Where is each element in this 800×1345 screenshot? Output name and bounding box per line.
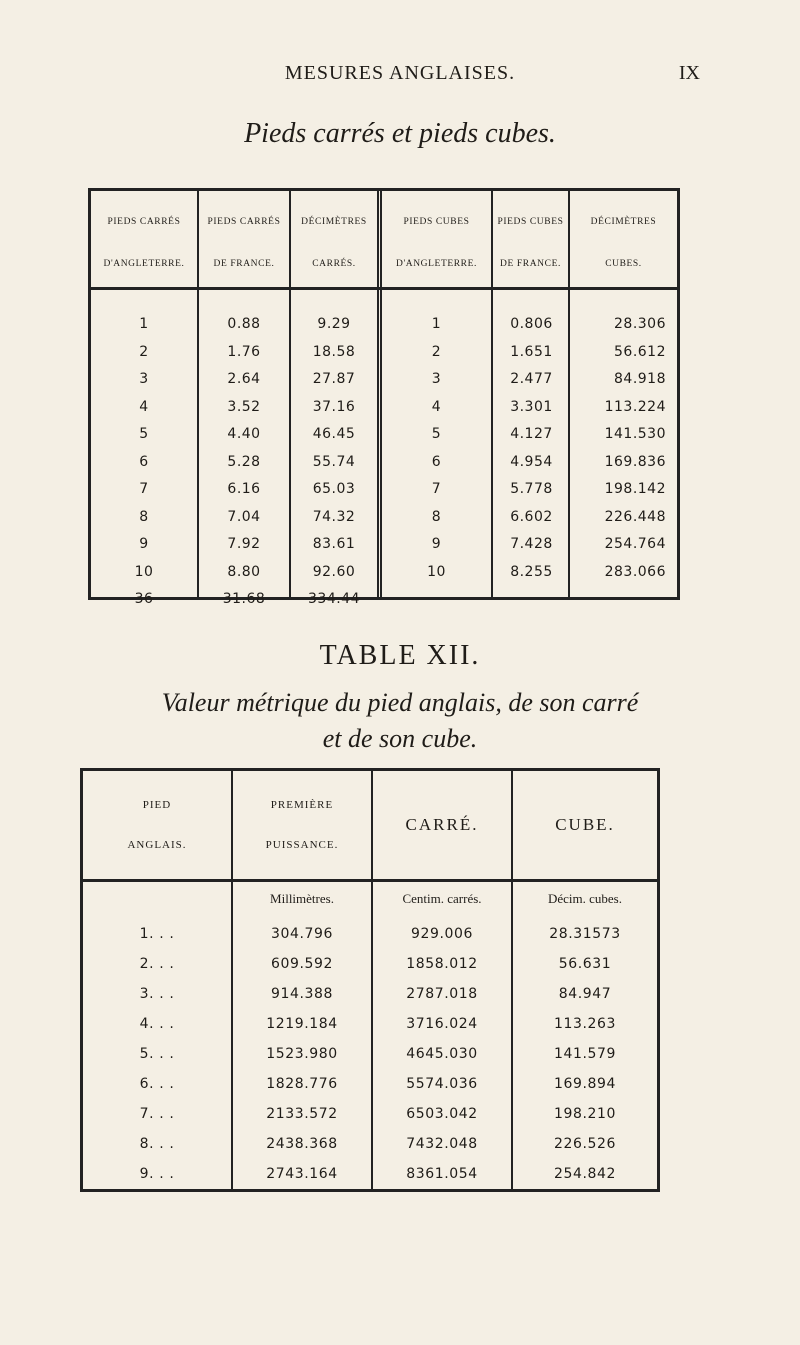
table-cell: 4.40 bbox=[227, 426, 261, 442]
subtitle-line: Valeur métrique du pied anglais, de son carré bbox=[161, 688, 639, 717]
table-cell: 5.778 bbox=[510, 481, 553, 497]
table-cell: 3.301 bbox=[510, 398, 553, 415]
table-cell: 56.612 bbox=[614, 343, 666, 360]
table-cell: 3716.024 bbox=[406, 1016, 478, 1032]
table-cell: 10 bbox=[427, 563, 446, 580]
table-cell: 2.64 bbox=[227, 371, 261, 387]
table-cell: 1828.776 bbox=[266, 1076, 338, 1092]
table-cell: 914.388 bbox=[270, 986, 334, 1002]
table-cell: 8. . . bbox=[139, 1136, 175, 1152]
table-cell: 7 bbox=[139, 481, 149, 497]
table-cell: 83.61 bbox=[312, 536, 356, 552]
table-metric-value-foot bbox=[80, 768, 660, 1192]
table-cell: 2 bbox=[139, 343, 149, 360]
table-cell: 8 bbox=[431, 508, 442, 525]
table-cell: 169.836 bbox=[604, 453, 666, 470]
column-sq-dm bbox=[291, 311, 377, 614]
table-header-cell: PREMIÈRE PUISSANCE. bbox=[265, 799, 339, 851]
table-cell: 28.306 bbox=[614, 316, 666, 332]
table-cell: 28.31573 bbox=[549, 926, 621, 942]
table-cell: 84.947 bbox=[558, 986, 612, 1002]
table-cell: 36 bbox=[134, 591, 154, 607]
table-cell: 9. . . bbox=[139, 1166, 175, 1182]
table-subtitle bbox=[0, 685, 800, 757]
table-cell: 9 bbox=[139, 536, 149, 552]
table-cell: 7.04 bbox=[227, 508, 261, 525]
column-cube bbox=[513, 919, 657, 1189]
table-cell: 2. . . bbox=[139, 956, 175, 972]
table-cell: 7.428 bbox=[510, 536, 553, 552]
table-cell: 226.448 bbox=[604, 508, 666, 525]
column-cu-ft-england bbox=[382, 311, 491, 586]
table-header-cell: PIEDS CARRÉS DE FRANCE. bbox=[207, 217, 281, 269]
table-header-cell: DÉCIMÈTRES CUBES. bbox=[590, 217, 657, 269]
table-cell: 113.263 bbox=[553, 1016, 617, 1032]
table-cell: 2 bbox=[431, 343, 442, 360]
table-cell: 113.224 bbox=[604, 398, 666, 415]
table-cell: 5 bbox=[431, 426, 442, 442]
table-cell: 92.60 bbox=[312, 563, 356, 580]
table-cell: 1.76 bbox=[227, 343, 261, 360]
table-cell: 304.796 bbox=[270, 926, 334, 942]
table-cell: 18.58 bbox=[312, 343, 356, 360]
table-cell: 1.651 bbox=[510, 343, 553, 360]
table-cell: 1 bbox=[139, 316, 149, 332]
table-cell: 7.92 bbox=[227, 536, 261, 552]
table-cell: 37.16 bbox=[312, 398, 356, 415]
header-divider bbox=[83, 879, 657, 882]
table-cell: 6.602 bbox=[510, 508, 553, 525]
table-cell: 31.68 bbox=[222, 591, 266, 607]
table-header-cell: PIEDS CUBES DE FRANCE. bbox=[497, 217, 564, 269]
table-cell: 4. . . bbox=[139, 1016, 175, 1032]
unit-label: Décim. cubes. bbox=[547, 891, 622, 906]
table-cell: 334.44 bbox=[308, 591, 360, 607]
table-cell: 7. . . bbox=[139, 1106, 175, 1122]
table-cell: 84.918 bbox=[614, 371, 666, 387]
table-cell: 6. . . bbox=[139, 1076, 175, 1092]
table-cell: 4 bbox=[139, 398, 149, 415]
table-cell: 27.87 bbox=[312, 371, 356, 387]
table-cell: 169.894 bbox=[553, 1076, 617, 1092]
table-cell: 10 bbox=[134, 563, 154, 580]
table-cell: 198.210 bbox=[553, 1106, 617, 1122]
table-title: TABLE XII. bbox=[319, 640, 481, 671]
table-cell: 4.127 bbox=[510, 426, 553, 442]
table-cell: 2743.164 bbox=[266, 1166, 338, 1182]
column-sq-ft-france bbox=[199, 311, 289, 614]
table-cell: 4645.030 bbox=[406, 1046, 478, 1062]
table-cell: 9 bbox=[431, 536, 442, 552]
table-header-cell: PIEDS CUBES D'ANGLETERRE. bbox=[395, 217, 478, 269]
table-cell: 198.142 bbox=[604, 481, 666, 497]
table-header-cell: PIEDS CARRÉS D'ANGLETERRE. bbox=[103, 217, 185, 269]
table-cell: 8.255 bbox=[510, 563, 553, 580]
table-cell: 1523.980 bbox=[266, 1046, 338, 1062]
table-cell: 2438.368 bbox=[266, 1136, 338, 1152]
table-cell: 6 bbox=[431, 453, 442, 470]
table-cell: 226.526 bbox=[553, 1136, 617, 1152]
subtitle-line: et de son cube. bbox=[322, 724, 478, 753]
table-cell: 6.16 bbox=[227, 481, 261, 497]
table-cell: 8361.054 bbox=[406, 1166, 478, 1182]
table-cell: 55.74 bbox=[312, 453, 356, 470]
table-cell: 929.006 bbox=[410, 926, 474, 942]
table-cell: 1858.012 bbox=[406, 956, 478, 972]
table-cell: 254.842 bbox=[553, 1166, 617, 1182]
table-cell: 6503.042 bbox=[406, 1106, 478, 1122]
table-cell: 4.954 bbox=[510, 453, 553, 470]
table-cell: 0.88 bbox=[227, 316, 261, 332]
table-cell: 0.806 bbox=[510, 316, 553, 332]
column-cu-dm bbox=[570, 311, 666, 586]
table-cell: 283.066 bbox=[604, 563, 666, 580]
table-cell: 5574.036 bbox=[406, 1076, 478, 1092]
table-cell: 3.52 bbox=[227, 398, 261, 415]
page-header bbox=[0, 62, 800, 92]
table-cell: 1219.184 bbox=[266, 1016, 338, 1032]
column-divider bbox=[377, 191, 379, 597]
table-header-cell: CUBE. bbox=[555, 815, 615, 834]
table-header-cell: PIED ANGLAIS. bbox=[127, 799, 187, 851]
unit-label: Millimètres. bbox=[270, 891, 334, 906]
table-cell: 254.764 bbox=[604, 536, 666, 552]
table-cell: 5. . . bbox=[139, 1046, 175, 1062]
table-cell: 9.29 bbox=[317, 316, 351, 332]
table-cell: 141.530 bbox=[604, 426, 666, 442]
table-cell: 1 bbox=[431, 316, 442, 332]
table-cell: 5.28 bbox=[227, 453, 261, 470]
section-title: Pieds carrés et pieds cubes. bbox=[244, 118, 556, 149]
column-cu-ft-france bbox=[495, 311, 568, 586]
table-square-cubic-feet bbox=[88, 188, 680, 607]
table-cell: 3. . . bbox=[139, 986, 175, 1002]
table-cell: 2.477 bbox=[510, 371, 553, 387]
column-first-power bbox=[233, 919, 371, 1189]
table-cell: 141.579 bbox=[553, 1046, 617, 1062]
table-cell: 609.592 bbox=[270, 956, 334, 972]
table-cell: 8 bbox=[139, 508, 149, 525]
table-cell: 7432.048 bbox=[406, 1136, 478, 1152]
table-cell: 46.45 bbox=[312, 426, 356, 442]
column-english-foot bbox=[83, 919, 231, 1189]
table-header-cell: CARRÉ. bbox=[405, 815, 479, 834]
table-cell: 6 bbox=[139, 453, 149, 470]
header-divider bbox=[91, 287, 677, 290]
column-sq-ft-england bbox=[91, 311, 197, 614]
table-cell: 2133.572 bbox=[266, 1106, 338, 1122]
table-cell: 74.32 bbox=[312, 508, 356, 525]
table-cell: 4 bbox=[431, 398, 442, 415]
table-cell: 65.03 bbox=[312, 481, 356, 497]
table-header-cell: DÉCIMÈTRES CARRÉS. bbox=[301, 217, 367, 269]
table-cell: 56.631 bbox=[558, 956, 612, 972]
table-cell: 7 bbox=[431, 481, 442, 497]
column-square bbox=[373, 919, 511, 1189]
table-cell: 3 bbox=[431, 371, 442, 387]
table-cell: 5 bbox=[139, 426, 149, 442]
unit-label: Centim. carrés. bbox=[402, 891, 482, 906]
table-cell: 8.80 bbox=[227, 563, 261, 580]
table-cell: 2787.018 bbox=[406, 986, 478, 1002]
table-cell: 3 bbox=[139, 371, 149, 387]
running-title: MESURES ANGLAISES. bbox=[284, 62, 516, 84]
page-number: IX bbox=[678, 62, 700, 84]
table-cell: 1. . . bbox=[139, 926, 175, 942]
